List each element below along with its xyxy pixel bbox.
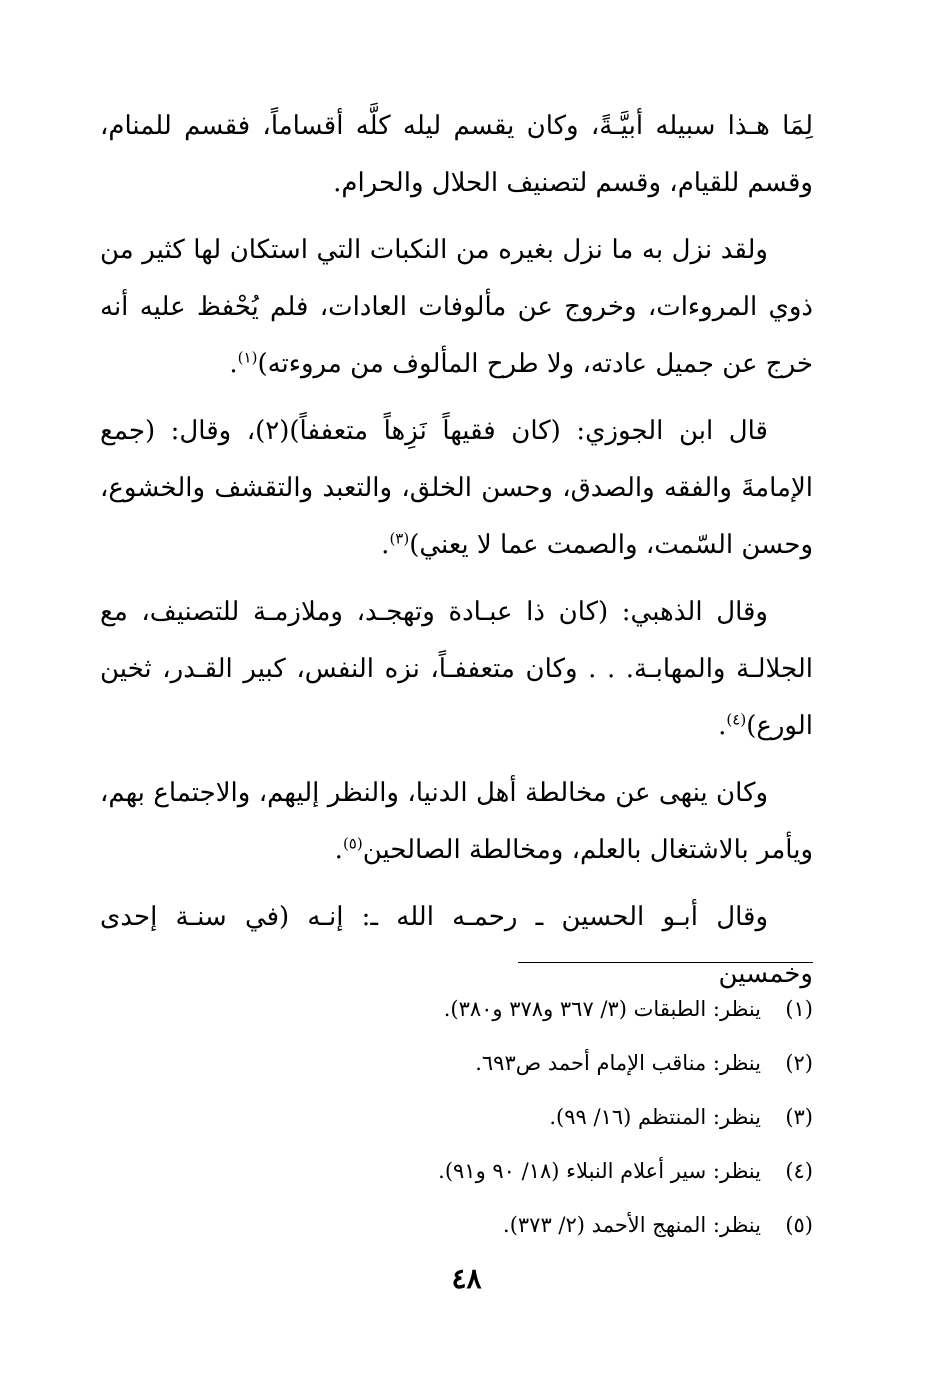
footnote-4 [100, 1144, 813, 1198]
footnote-reference: (٤) [726, 710, 747, 729]
main-text [100, 98, 813, 1013]
footnote-text: ينظر: سير أعلام النبلاء (١٨/ ٩٠ و٩١). [438, 1159, 761, 1183]
footnote-text: ينظر: المنتظم (١٦/ ٩٩). [549, 1105, 761, 1129]
footnote-text: ينظر: الطبقات (٣/ ٣٦٧ و٣٧٨ و٣٨٠). [443, 997, 761, 1021]
paragraph-text: وكان ينهى عن مخالطة أهل الدنيا، والنظر إليهم، والاجتماع بهم، ويأمر بالاشتغال بالعلم، ومخالطة الصالحين [100, 778, 813, 865]
footnote-reference: (١) [237, 348, 258, 367]
paragraph-text: وقال الذهبي: (كان ذا عبـادة وتهجـد، وملازمـة للتصنيف، مع الجلالـة والمهابـة. . . وكان متعففـاً، نزه النفس، كبير القـدر، ثخين الورع) [100, 597, 813, 741]
footnote-number: (٢) [785, 1051, 813, 1075]
footnote-separator [518, 962, 813, 963]
sentence-end: . [381, 530, 390, 560]
footnote-text: ينظر: مناقب الإمام أحمد ص٦٩٣. [475, 1051, 761, 1075]
footnote-3 [100, 1090, 813, 1144]
paragraph-text: قال ابن الجوزي: (كان فقيهاً نَزِهاً متعففاً)(٢)، وقال: (جمع الإمامةَ والفقه والصدق، وحسن الخلق، والتعبد والتقشف والخشوع، وحسن السّمت، والصمت عما لا يعني) [100, 416, 813, 560]
footnote-reference: (٣) [389, 529, 410, 548]
footnote-1 [100, 982, 813, 1036]
footnote-number: (٥) [785, 1213, 813, 1237]
sentence-end: . [334, 835, 343, 865]
page-number: ٤٨ [451, 1262, 482, 1295]
footnote-number: (٣) [785, 1105, 813, 1129]
paragraph-2 [100, 222, 813, 393]
footnote-number: (٤) [785, 1159, 813, 1183]
sentence-end: . [718, 711, 727, 741]
footnotes [100, 982, 813, 1252]
paragraph-4 [100, 584, 813, 755]
footnote-text: ينظر: المنهج الأحمد (٢/ ٣٧٣). [503, 1213, 761, 1237]
paragraph-text: لِمَا هـذا سبيله أبيَّـةً، وكان يقسم ليله كلَّه أقساماً، فقسم للمنام، وقسم للقيام، وقسم لتصنيف الحلال والحرام. [100, 111, 813, 198]
footnote-2 [100, 1036, 813, 1090]
footnote-number: (١) [785, 997, 813, 1021]
paragraph-text: ولقد نزل به ما نزل بغيره من النكبات التي استكان لها كثير من ذوي المروءات، وخروج عن مألوفات العادات، فلم يُحْفظ عليه أنه خرج عن جميل عادته، ولا طرح المألوف من مروءته) [100, 235, 813, 379]
footnote-5 [100, 1198, 813, 1252]
sentence-end: . [229, 349, 238, 379]
paragraph-5 [100, 765, 813, 879]
paragraph-3 [100, 403, 813, 574]
paragraph-text: وقال أبـو الحسين ـ رحمـه الله ـ: إنـه (في سنـة إحدى وخمسين [100, 902, 813, 989]
footnote-reference: (٥) [342, 834, 363, 853]
paragraph-1 [100, 98, 813, 212]
